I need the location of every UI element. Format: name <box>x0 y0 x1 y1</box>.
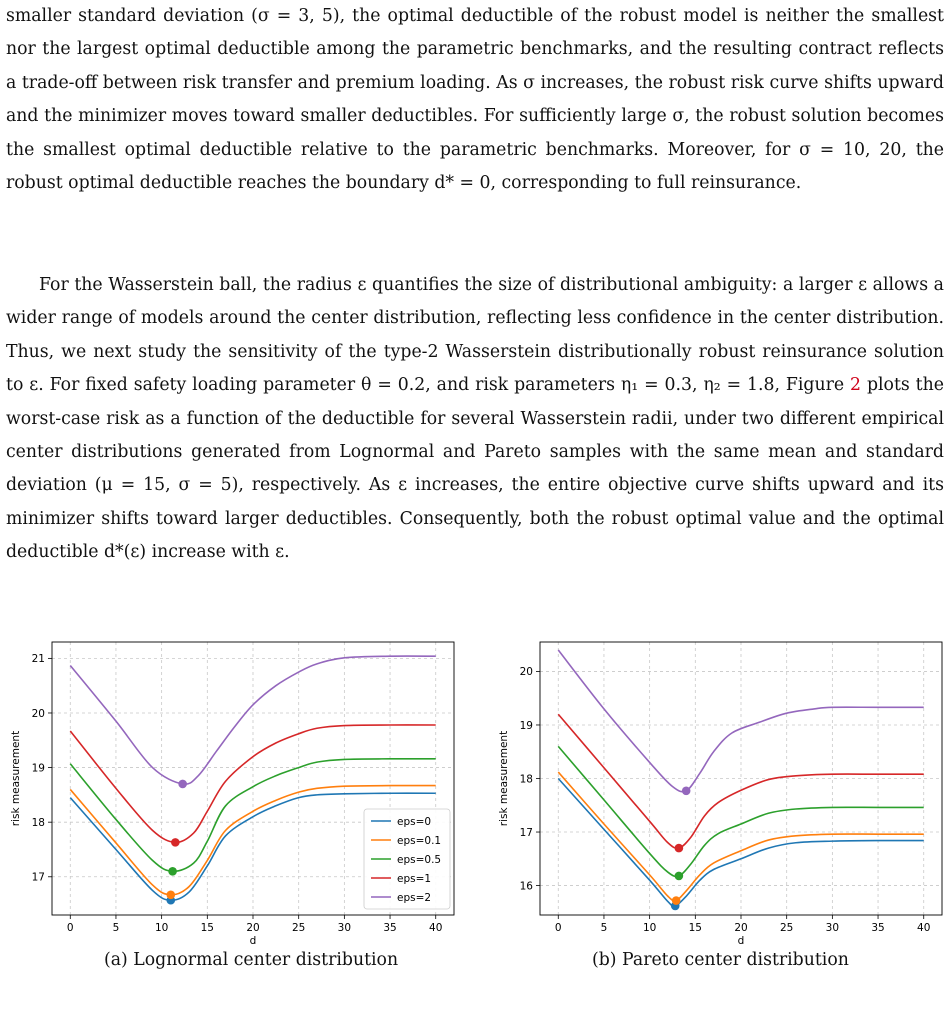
x-tick-label: 20 <box>246 922 260 934</box>
x-tick-label: 0 <box>66 922 74 934</box>
x-tick-label: 5 <box>112 922 120 934</box>
y-axis-label: risk measurement <box>10 730 22 827</box>
legend-label-eps=0.1: eps=0.1 <box>397 834 442 847</box>
legend-label-eps=0: eps=0 <box>397 815 432 828</box>
caption-a: (a) Lognormal center distribution <box>104 950 399 970</box>
minimum-point-eps=0.5 <box>168 867 177 876</box>
minimum-point-eps=0.5 <box>675 872 684 881</box>
y-tick-label: 16 <box>519 880 533 893</box>
x-tick-label: 5 <box>600 922 608 934</box>
paragraph-2 <box>6 269 944 570</box>
x-tick-label: 30 <box>337 922 352 934</box>
legend-label-eps=0.5: eps=0.5 <box>397 853 442 866</box>
x-tick-label: 25 <box>291 922 306 934</box>
y-tick-label: 20 <box>31 707 45 720</box>
y-tick-label: 17 <box>31 871 45 884</box>
y-axis-label: risk measurement <box>498 730 510 827</box>
figure-reference-link[interactable]: 2 <box>850 375 862 396</box>
legend-label-eps=1: eps=1 <box>397 872 432 885</box>
x-tick-label: 35 <box>871 922 885 934</box>
x-tick-label: 35 <box>383 922 397 934</box>
y-tick-label: 19 <box>519 719 533 732</box>
chart-a-lognormal <box>0 636 462 948</box>
x-tick-label: 15 <box>200 922 215 934</box>
x-tick-label: 0 <box>554 922 562 934</box>
paragraph-1 <box>6 0 944 200</box>
x-tick-label: 40 <box>429 922 443 934</box>
minimum-point-eps=1 <box>171 838 180 847</box>
x-tick-label: 15 <box>688 922 703 934</box>
x-tick-label: 20 <box>734 922 748 934</box>
x-tick-label: 30 <box>825 922 840 934</box>
y-tick-label: 18 <box>519 773 533 786</box>
minimum-point-eps=2 <box>682 787 691 796</box>
y-tick-label: 19 <box>31 762 45 775</box>
x-tick-label: 10 <box>642 922 657 934</box>
paragraph-2-text-b: plots the worst-case risk as a function of the deductible for several Wasserstein radii, under two different empirical center distributions generated from Lognormal and Pareto samples with the same mean and standard deviation (μ = 15, σ = 5), respectively. As ε increases, the entire objective curve shifts upward and its minimizer shifts toward larger deductibles. Consequently, both the robust optimal value and the optimal deductible d*(ε) increase with ε. <box>6 375 944 563</box>
chart-b-pareto <box>488 636 950 948</box>
minimum-point-eps=0.1 <box>166 890 175 899</box>
y-tick-label: 17 <box>519 826 533 839</box>
x-axis-label: d <box>737 935 745 947</box>
y-tick-label: 18 <box>31 816 45 829</box>
grid-lines <box>540 642 942 915</box>
paragraph-2-text-a: For the Wasserstein ball, the radius ε quantifies the size of distributional ambiguity: a larger ε allows a wider range of models around the center distribution, reflecting less confidence in the center distribution. Thus, we next study the sensitivity of the type-2 Wasserstein distributionally robust reinsurance solution to ε. For fixed safety loading parameter θ = 0.2, and risk parameters η₁ = 0.3, η₂ = 1.8, Figure <box>6 275 944 396</box>
legend <box>364 809 450 909</box>
minimum-point-eps=0.1 <box>672 896 681 905</box>
y-tick-label: 21 <box>31 653 45 666</box>
minimum-point-eps=2 <box>178 780 187 789</box>
paragraph-1-text: smaller standard deviation (σ = 3, 5), the optimal deductible of the robust model is neither the smallest nor the largest optimal deductible among the parametric benchmarks, and the resulting contract reflects a trade-off between risk transfer and premium loading. As σ increases, the robust risk curve shifts upward and the minimizer moves toward smaller deductibles. For sufficiently large σ, the robust solution becomes the smallest optimal deductible relative to the parametric benchmarks. Moreover, for σ = 10, 20, the robust optimal deductible reaches the boundary d* = 0, corresponding to full reinsurance. <box>6 6 944 194</box>
legend-label-eps=2: eps=2 <box>397 891 432 904</box>
x-tick-label: 40 <box>917 922 931 934</box>
y-tick-label: 20 <box>519 666 533 679</box>
x-tick-label: 10 <box>154 922 169 934</box>
caption-b: (b) Pareto center distribution <box>592 950 849 970</box>
x-axis-label: d <box>249 935 257 947</box>
minimum-point-eps=1 <box>675 844 684 853</box>
x-tick-label: 25 <box>779 922 794 934</box>
